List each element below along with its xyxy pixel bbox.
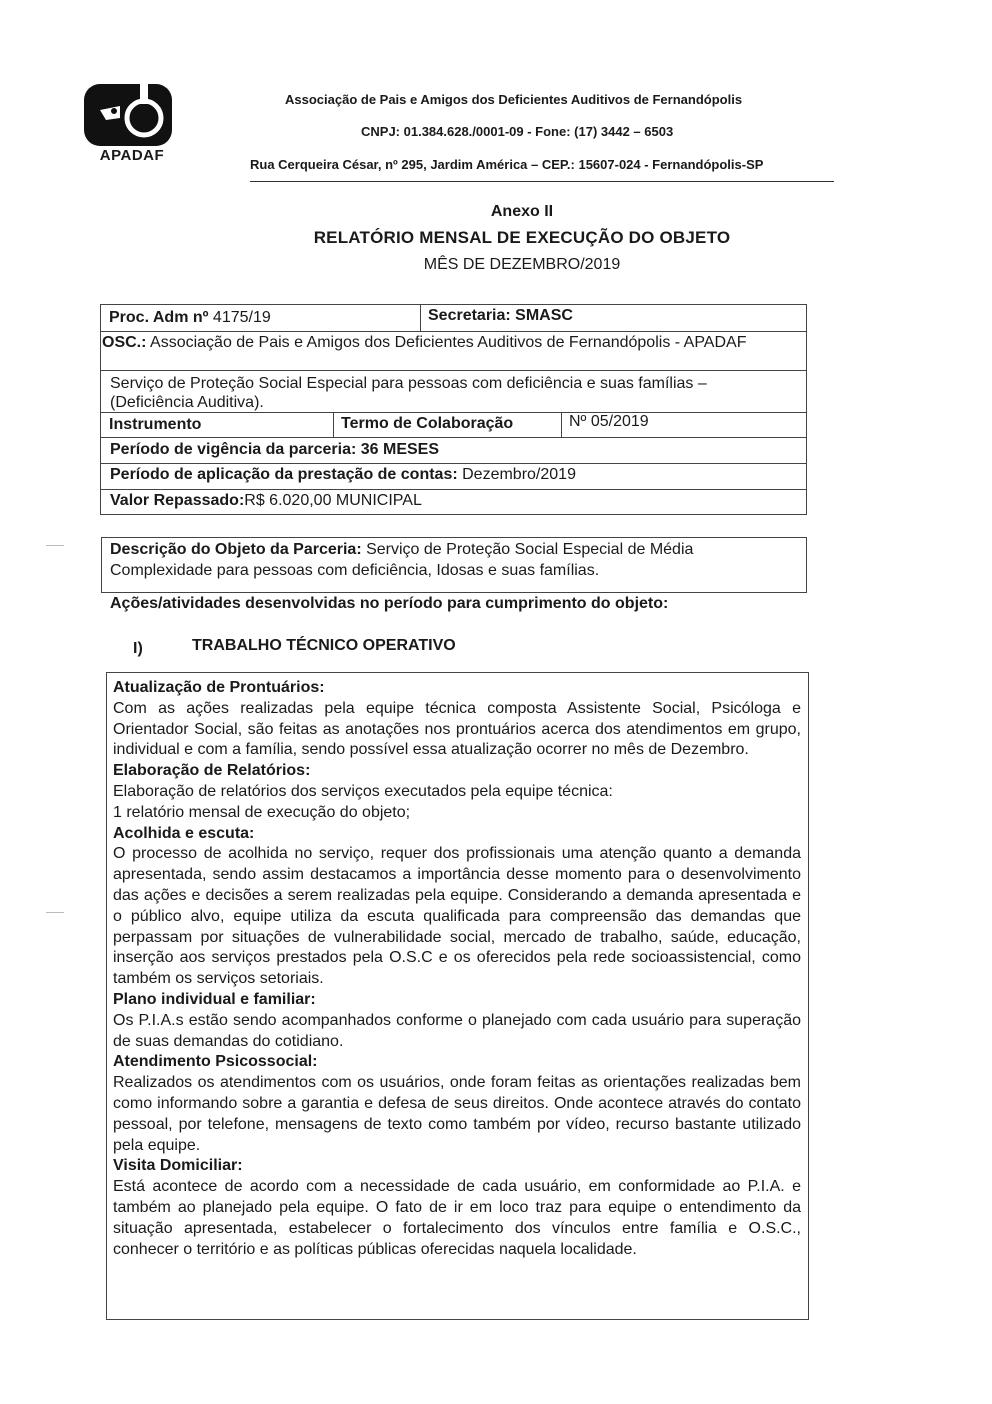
item-heading: Acolhida e escuta: [113, 824, 255, 842]
address-line: Rua Cerqueira César, nº 295, Jardim América – CEP.: 15607-024 - Fernandópolis-SP [250, 157, 764, 172]
vigencia: Período de vigência da parceria: 36 MESES [110, 441, 440, 458]
table-divider [561, 412, 562, 437]
table-divider [100, 370, 807, 371]
osc-label: OSC.: [102, 334, 147, 351]
termo-number: Nº 05/2019 [569, 413, 649, 430]
item-text: Elaboração de relatórios dos serviços executados pela equipe técnica: [113, 782, 613, 800]
cnpj-line: CNPJ: 01.384.628./0001-09 - Fone: (17) 3442 – 6503 [361, 124, 674, 139]
termo-label: Termo de Colaboração [341, 415, 514, 432]
item-heading: Plano individual e familiar: [113, 990, 316, 1008]
section-title: TRABALHO TÉCNICO OPERATIVO [192, 637, 456, 654]
item-heading: Visita Domiciliar: [113, 1157, 243, 1175]
item-text: Realizados os atendimentos com os usuários, onde foram feitas as orientações realizadas bem como informando sobre a garantia e defesa de seus direitos. Onde acontece através do contato pessoal, por telefone, mensagens de texto como também por vídeo, recurso bastante utilizado pela equipe. [113, 1074, 801, 1154]
secretaria: Secretaria: SMASC [428, 307, 573, 324]
content-body [113, 678, 801, 1260]
item-text: Os P.I.A.s estão sendo acompanhados conforme o planejado com cada usuário para superação de suas demandas do cotidiano. [113, 1011, 801, 1050]
table-divider [100, 412, 807, 413]
aplicacao-label: Período de aplicação da prestação de contas: [110, 466, 458, 483]
table-divider [100, 489, 807, 490]
scan-mark [46, 912, 64, 913]
report-month: MÊS DE DEZEMBRO/2019 [423, 256, 621, 273]
osc-cell [102, 333, 804, 352]
annex-title: Anexo II [490, 203, 554, 220]
instrumento-label: Instrumento [109, 416, 202, 433]
org-name: Associação de Pais e Amigos dos Deficientes Auditivos de Fernandópolis [285, 92, 743, 107]
item-text: Está acontece de acordo com a necessidade de cada usuário, em conformidade ao P.I.A. e também ao planejado pela equipe. O fato de ir em loco traz para equipe o entendimento da situação apresentada, estabelecer o fortalecimento dos vínculos entre família e O.S.C., conhecer o território e as políticas públicas oferecidas naquela localidade. [113, 1178, 801, 1258]
table-divider [100, 463, 807, 464]
report-title: RELATÓRIO MENSAL DE EXECUÇÃO DO OBJETO [313, 228, 731, 247]
table-divider [333, 412, 334, 437]
valor-value: R$ 6.020,00 MUNICIPAL [244, 492, 422, 509]
table-divider [420, 304, 421, 331]
acoes-heading: Ações/atividades desenvolvidas no período para cumprimento do objeto: [110, 595, 669, 612]
item-heading: Elaboração de Relatórios: [113, 762, 311, 780]
descricao-text [110, 540, 790, 581]
aplicacao-cell [110, 466, 576, 484]
scan-mark [46, 545, 64, 546]
descricao-label: Descrição do Objeto da Parceria: [110, 541, 362, 558]
table-divider [100, 437, 807, 438]
aplicacao-value: Dezembro/2019 [457, 466, 576, 483]
section-number: I) [133, 640, 143, 657]
osc-value: Associação de Pais e Amigos dos Deficientes Auditivos de Fernandópolis - APADAF [146, 334, 747, 351]
service-description: Serviço de Proteção Social Especial para pessoas com deficiência e suas famílias – (Deficiência Auditiva). [110, 375, 707, 411]
item-heading: Atualização de Prontuários: [113, 679, 325, 696]
proc-cell [109, 309, 271, 327]
item-text: 1 relatório mensal de execução do objeto; [113, 803, 411, 821]
item-heading: Atendimento Psicossocial: [113, 1053, 318, 1071]
item-text: Com as ações realizadas pela equipe técnica composta Assistente Social, Psicóloga e Orientador Social, são feitas as anotações nos prontuários acerca dos atendimentos em grupo, individual e com a família, sendo possível essa atualização ocorrer no mês de Dezembro. [113, 699, 801, 759]
valor-cell [110, 492, 422, 510]
header-divider [250, 181, 834, 182]
table-divider [100, 331, 807, 332]
proc-label: Proc. Adm nº [109, 309, 209, 326]
valor-label: Valor Repassado: [110, 492, 245, 509]
item-text: O processo de acolhida no serviço, requer dos profissionais uma atenção quanto a demanda apresentada, sendo assim destacamos a importância desse momento para o desenvolvimento das ações e decisões a serem realizadas pela equipe. Considerando a demanda apresentada e o público alvo, equipe utiliza da escuta qualificada para compreensão das demandas que perpassam por situações de vulnerabilidade social, mercado de trabalho, saúde, educação, inserção aos serviços prestados pela O.S.C e os oferecidos pela rede socioassistencial, como também os serviços setoriais. [113, 845, 801, 988]
proc-value: 4175/19 [208, 309, 271, 326]
descricao-value: Serviço de Proteção Social Especial de Média Complexidade para pessoas com deficiência, Idosas e suas famílias. [110, 541, 694, 579]
logo-text: APADAF [99, 147, 165, 164]
